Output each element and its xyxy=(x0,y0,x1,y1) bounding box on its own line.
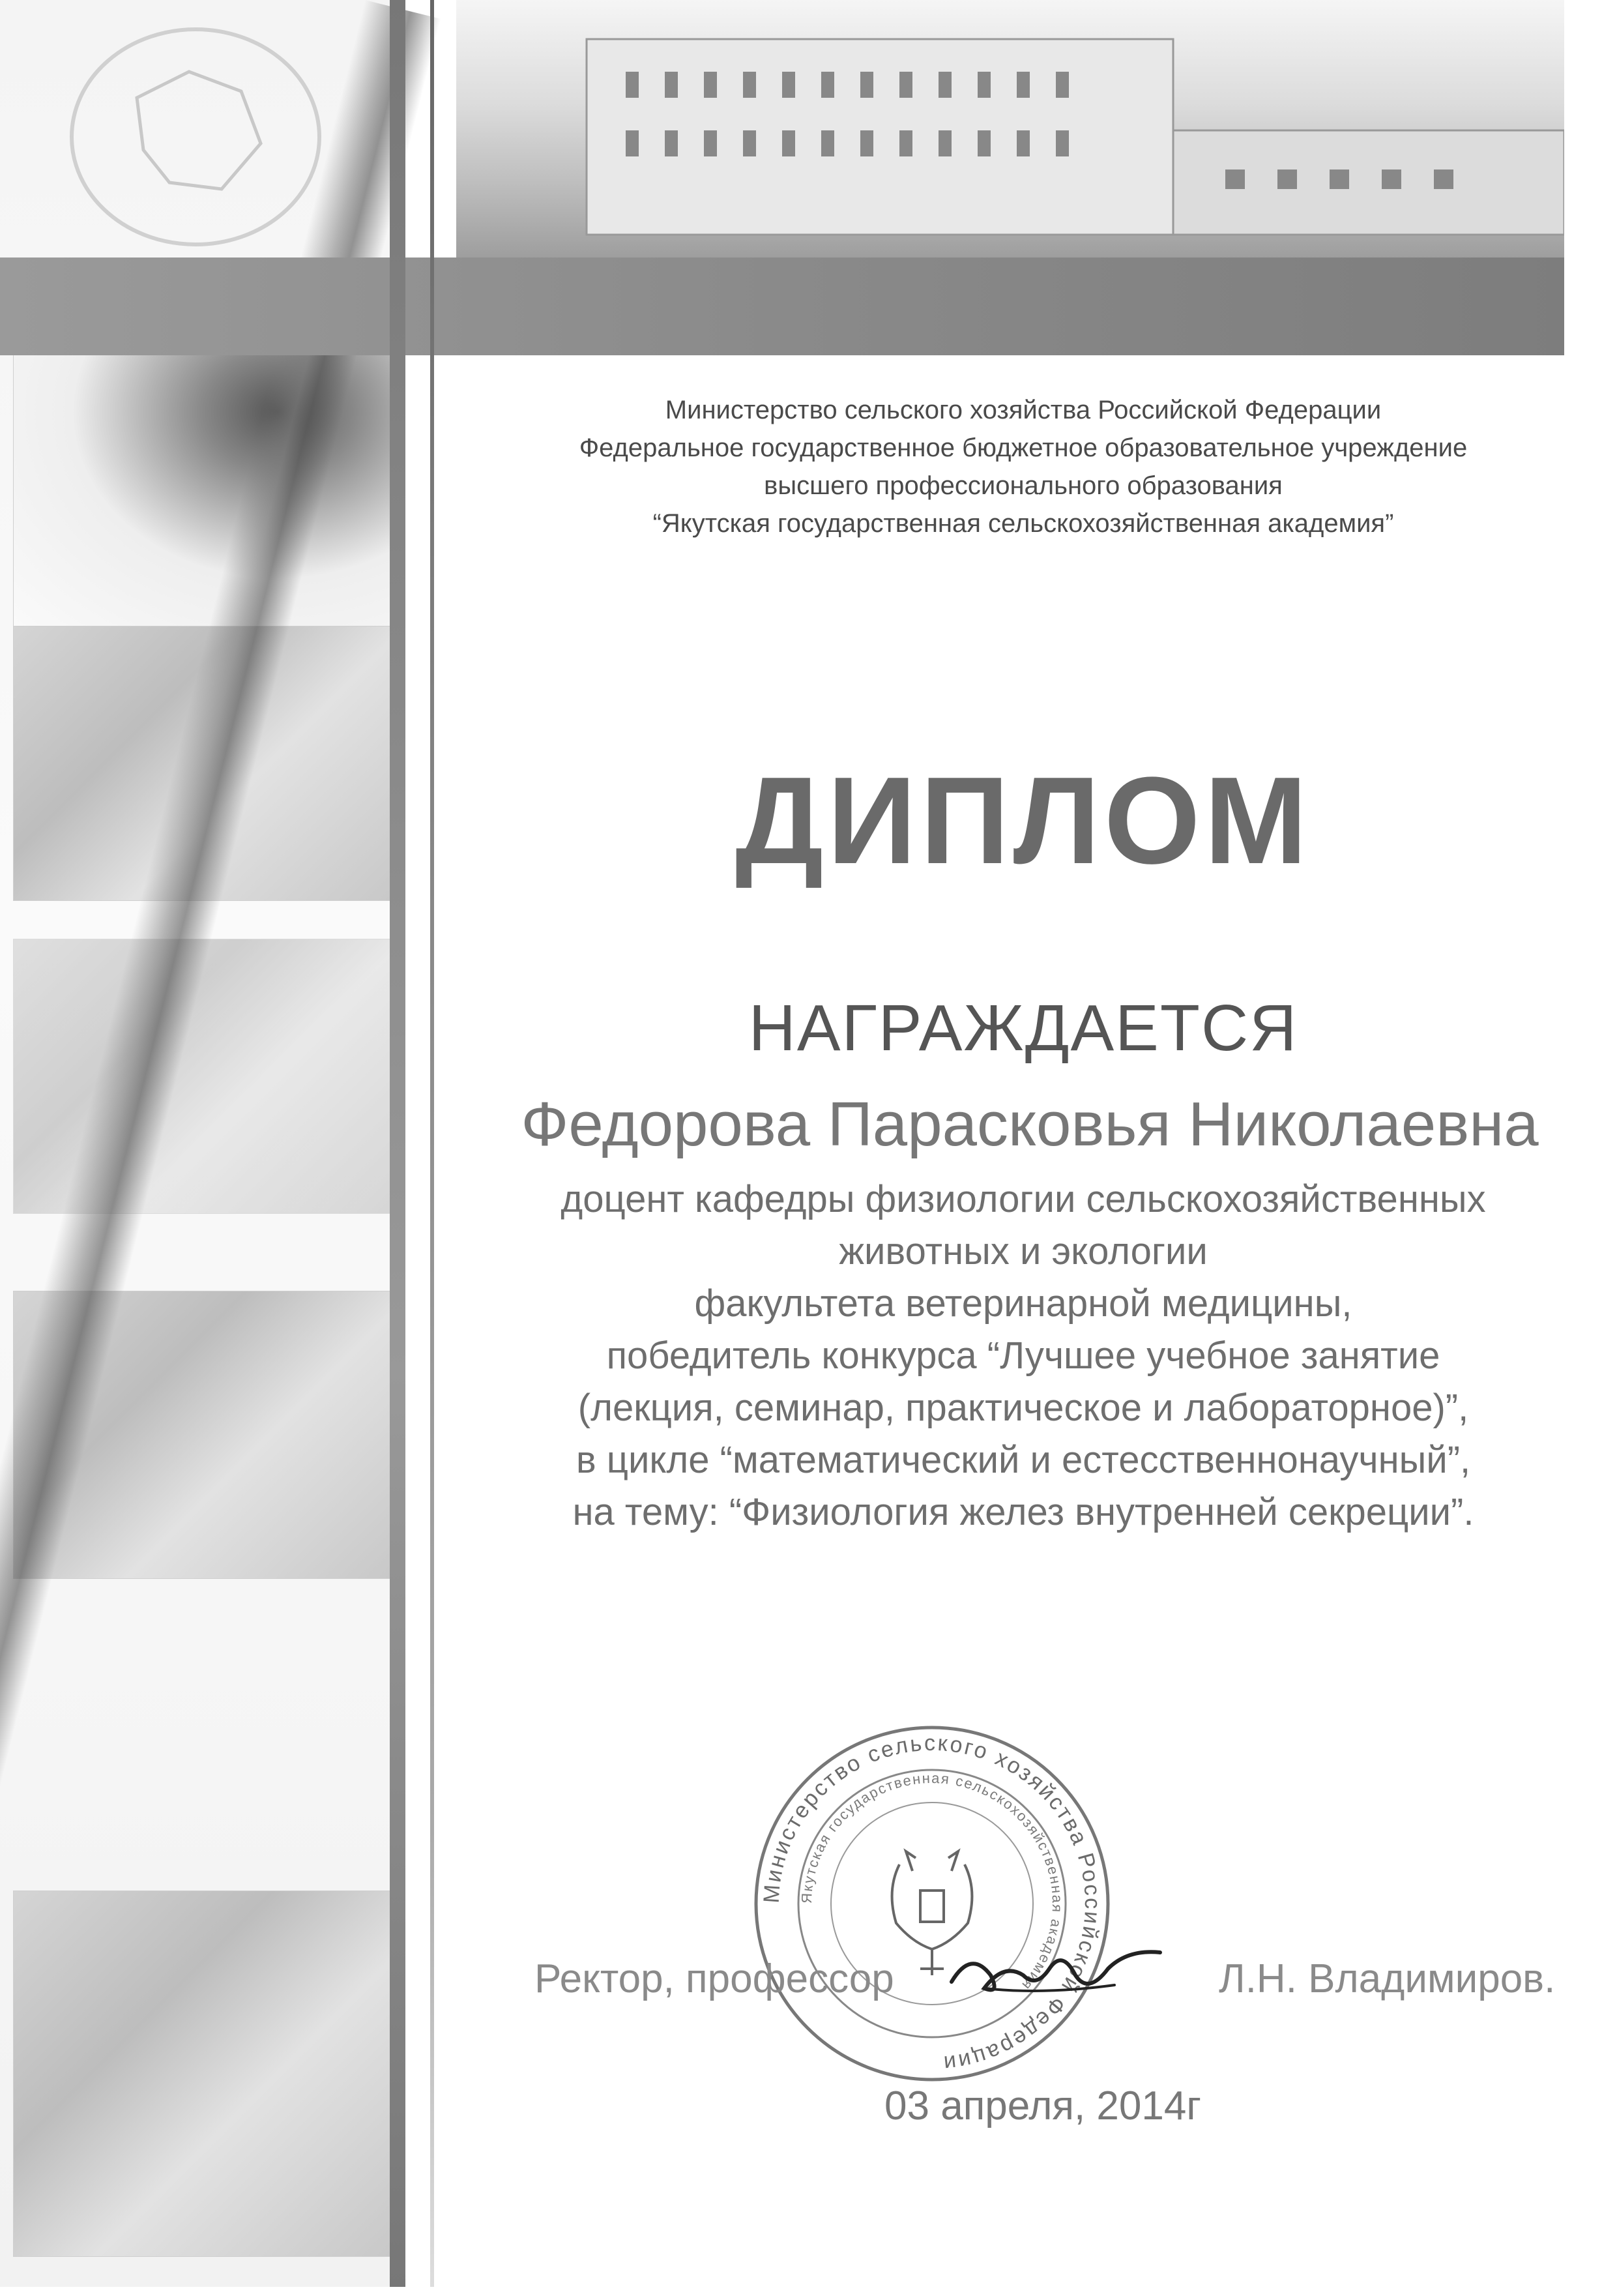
description-line: факультета ветеринарной медицины, xyxy=(694,1282,1352,1325)
horizontal-decorative-band xyxy=(0,258,1564,355)
recipient-name: Федорова Парасковья Николаевна xyxy=(521,1089,1539,1159)
org-line-education-level: высшего профессионального образования xyxy=(764,471,1283,500)
org-line-institution-type: Федеральное государственное бюджетное образовательное учреждение xyxy=(579,434,1468,462)
official-seal-stamp xyxy=(750,1721,1114,2086)
seal-outer-text: Министерство сельского хозяйства Российской Федерации xyxy=(759,1730,1105,2076)
signatory-name: Л.Н. Владимиров. xyxy=(1219,1956,1556,2001)
description-line: (лекция, семинар, практическое и лабораторное)”, xyxy=(577,1387,1469,1429)
issue-date: 03 апреля, 2014г xyxy=(884,2083,1201,2128)
organization-header xyxy=(469,391,1577,542)
chemistry-flask-photo xyxy=(13,939,392,1214)
description-line: победитель конкурса “Лучшее учебное занятие xyxy=(606,1334,1440,1377)
handwritten-signature xyxy=(945,1923,1180,2021)
signatory-title: Ректор, профессор xyxy=(534,1956,894,2001)
map-emblem-watermark xyxy=(59,20,332,254)
vertical-thin-line xyxy=(430,0,434,2287)
greenhouse-workers-photo xyxy=(13,1891,392,2257)
seal-inner-text: Якутская государственная сельскохозяйственная академия xyxy=(798,1769,1066,1994)
description-line: животных и экологии xyxy=(839,1230,1208,1273)
award-description xyxy=(469,1173,1577,1538)
diploma-title: ДИПЛОМ xyxy=(735,752,1311,890)
awarded-label: НАГРАЖДАЕТСЯ xyxy=(748,992,1298,1065)
academy-building-photo xyxy=(456,0,1564,258)
org-line-ministry: Министерство сельского хозяйства Российской Федерации xyxy=(665,396,1382,424)
description-line: на тему: “Физиология желез внутренней секреции”. xyxy=(572,1491,1474,1533)
vertical-decorative-bar xyxy=(390,0,405,2287)
description-line: в цикле “математический и естесственнонаучный”, xyxy=(575,1439,1471,1481)
org-line-academy-name: “Якутская государственная сельскохозяйственная академия” xyxy=(652,509,1394,538)
description-line: доцент кафедры физиологии сельскохозяйственных xyxy=(561,1178,1486,1220)
